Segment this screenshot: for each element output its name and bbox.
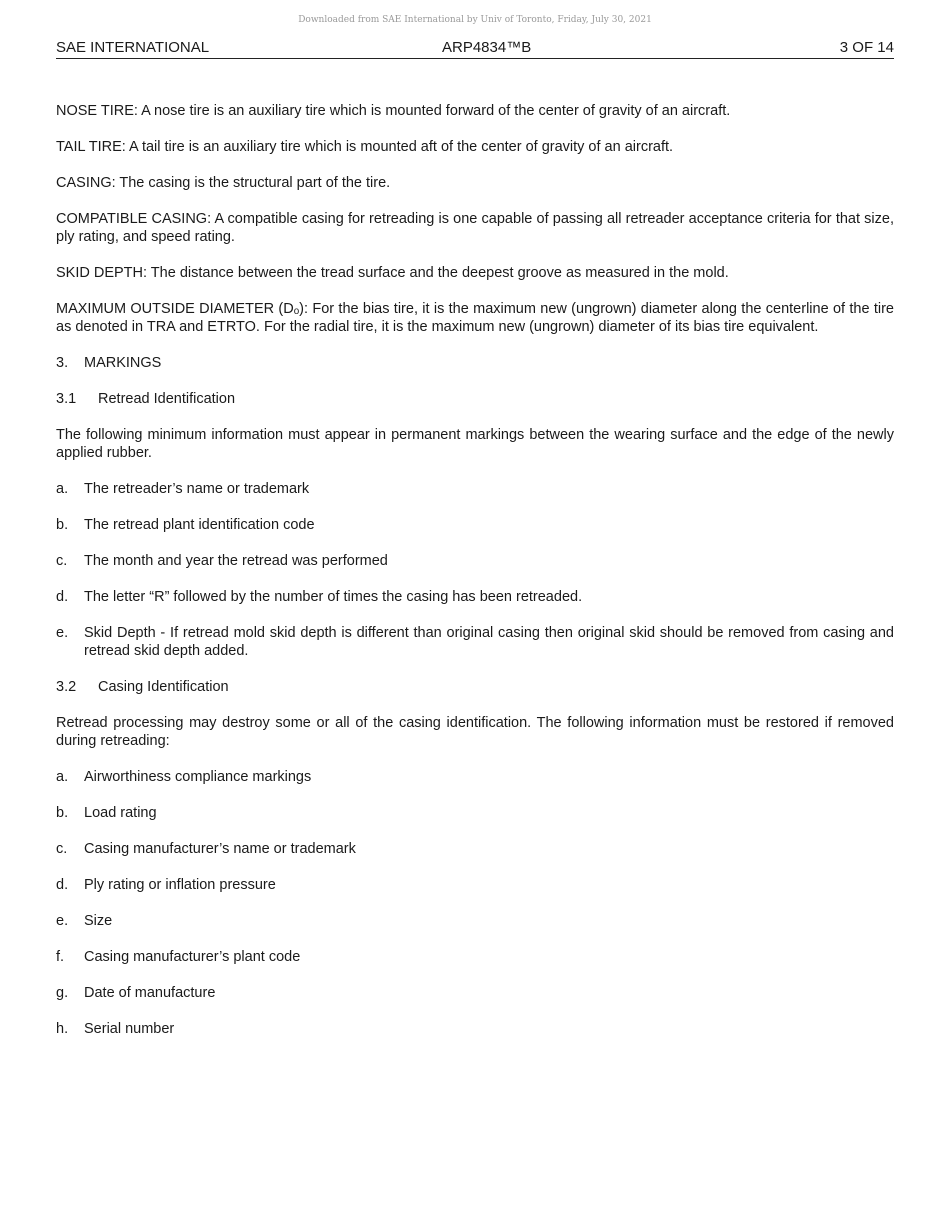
section-title: MARKINGS: [84, 355, 162, 371]
list-item: [56, 984, 894, 1002]
header-document-number: ARP4834™B: [442, 39, 532, 56]
list-item: [56, 912, 894, 930]
list-item: [56, 804, 894, 822]
subsection-number: 3.2: [56, 679, 77, 695]
definition-max-outside-diameter: MAXIMUM OUTSIDE DIAMETER (Dₒ): For the bias tire, it is the maximum new (ungrown) diameter along the centerline of the tire as denoted in TRA and ETRTO. For the radial tire, it is the maximum new (ungrown) diameter of its bias tire equivalent.: [56, 301, 894, 335]
list-item-letter: c.: [56, 841, 68, 857]
definition-casing: CASING: The casing is the structural part of the tire.: [56, 175, 391, 191]
header-page-number: 3 OF 14: [839, 39, 894, 56]
casing-identification-intro: Retread processing may destroy some or all of the casing identification. The following information must be restored if removed during retreading:: [56, 715, 894, 749]
definition-compatible-casing: COMPATIBLE CASING: A compatible casing for retreading is one capable of passing all retreader acceptance criteria for that size, ply rating, and speed rating.: [56, 211, 894, 245]
page-header: [56, 38, 894, 59]
list-item: [56, 516, 894, 534]
list-item-letter: c.: [56, 553, 68, 569]
list-item: [56, 1020, 894, 1038]
list-item-text: Casing manufacturer’s name or trademark: [84, 841, 356, 857]
document-body: [56, 102, 894, 1056]
list-item-text: The retread plant identification code: [84, 517, 315, 533]
definition-tail-tire: TAIL TIRE: A tail tire is an auxiliary tire which is mounted aft of the center of gravity of an aircraft.: [56, 139, 674, 155]
list-item: [56, 588, 894, 606]
definition-skid-depth: SKID DEPTH: The distance between the tread surface and the deepest groove as measured in the mold.: [56, 265, 729, 281]
list-item-text: Load rating: [84, 805, 157, 821]
download-watermark: Downloaded from SAE International by Univ of Toronto, Friday, July 30, 2021: [298, 15, 652, 25]
list-item-letter: a.: [56, 481, 69, 497]
section-heading-markings: [56, 354, 894, 372]
list-item: [56, 840, 894, 858]
list-item-letter: f.: [56, 949, 65, 965]
subsection-heading-casing-identification: [56, 678, 894, 696]
list-item-letter: b.: [56, 517, 69, 533]
list-item-text: Airworthiness compliance markings: [84, 769, 312, 785]
subsection-heading-retread-identification: [56, 390, 894, 408]
subsection-number: 3.1: [56, 391, 77, 407]
list-item-letter: e.: [56, 625, 69, 641]
retread-identification-intro: The following minimum information must appear in permanent markings between the wearing surface and the edge of the newly applied rubber.: [56, 427, 894, 461]
list-item-text: Serial number: [84, 1021, 175, 1037]
list-item: [56, 948, 894, 966]
list-item: [56, 624, 894, 660]
list-item: [56, 552, 894, 570]
list-item-text: Casing manufacturer’s plant code: [84, 949, 301, 965]
list-item-text: Skid Depth - If retread mold skid depth is different than original casing then original skid should be removed from casing and retread skid depth added.: [84, 625, 894, 659]
list-item-text: The month and year the retread was performed: [84, 553, 388, 569]
list-item: [56, 876, 894, 894]
subsection-title: Casing Identification: [98, 679, 229, 695]
list-item-letter: e.: [56, 913, 69, 929]
list-item: [56, 480, 894, 498]
list-item-text: The retreader’s name or trademark: [84, 481, 310, 497]
list-item-letter: d.: [56, 589, 69, 605]
section-number: 3.: [56, 355, 69, 371]
definition-nose-tire: NOSE TIRE: A nose tire is an auxiliary tire which is mounted forward of the center of gravity of an aircraft.: [56, 103, 731, 119]
list-item-letter: g.: [56, 985, 69, 1001]
header-organization: SAE INTERNATIONAL: [56, 39, 210, 56]
list-item-letter: h.: [56, 1021, 69, 1037]
list-item-letter: b.: [56, 805, 69, 821]
list-item-letter: a.: [56, 769, 69, 785]
list-item-text: The letter “R” followed by the number of times the casing has been retreaded.: [84, 589, 583, 605]
list-item-text: Size: [84, 913, 113, 929]
list-item-text: Ply rating or inflation pressure: [84, 877, 276, 893]
list-item: [56, 768, 894, 786]
subsection-title: Retread Identification: [98, 391, 236, 407]
list-item-text: Date of manufacture: [84, 985, 216, 1001]
list-item-letter: d.: [56, 877, 69, 893]
